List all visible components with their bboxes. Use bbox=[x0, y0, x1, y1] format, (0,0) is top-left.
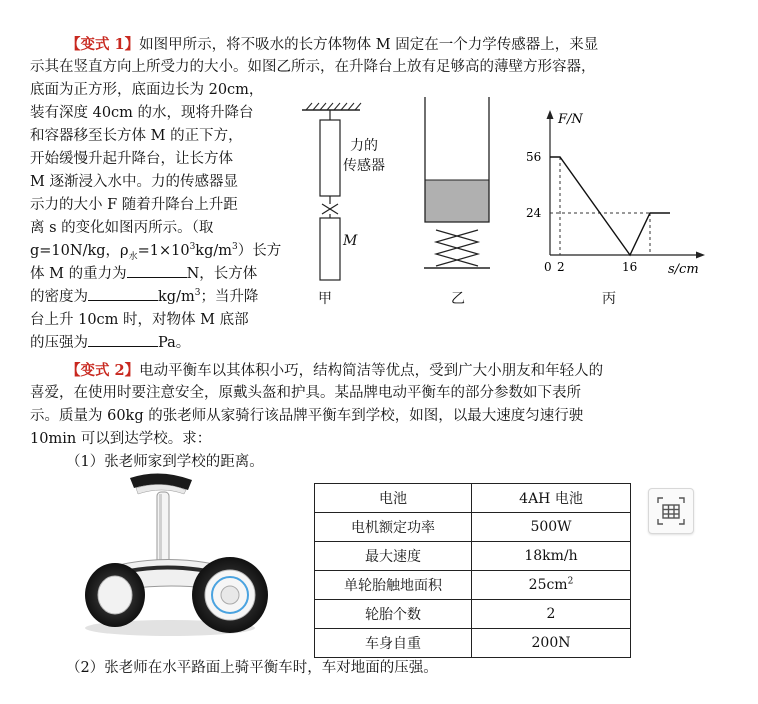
x-axis-arrow bbox=[696, 252, 705, 259]
answer-blank-density[interactable] bbox=[88, 286, 158, 301]
tick-label-24: 24 bbox=[526, 206, 542, 220]
q1-line-1: 【变式 1】如图甲所示，将不吸水的长方体物体 M 固定在一个力学传感器上，来显 bbox=[66, 36, 599, 53]
y-axis-label: F/N bbox=[558, 112, 583, 127]
table-icon[interactable] bbox=[648, 488, 694, 534]
table-row: 最大速度 18km/h bbox=[315, 542, 631, 571]
sensor-label-line2: 传感器 bbox=[343, 158, 385, 174]
q1-line-6: 开始缓慢升起升降台，让长方体 bbox=[30, 151, 233, 167]
object-m-label: M bbox=[343, 233, 358, 249]
table-grid-icon bbox=[649, 489, 693, 533]
origin-label: 0 bbox=[544, 260, 552, 274]
q2-line-2: 喜爱，在使用时要注意安全，原戴头盔和护具。某品牌电动平衡车的部分参数如下表所 bbox=[30, 385, 581, 401]
spec-table bbox=[314, 483, 631, 658]
tick-label-16: 16 bbox=[622, 260, 638, 274]
self-balancing-scooter-image bbox=[60, 470, 280, 640]
y-axis-arrow bbox=[547, 110, 554, 119]
figure-bing-chart bbox=[520, 105, 710, 280]
q1-line-12: 的密度为 $kg/m^3$；当升降 bbox=[30, 286, 258, 309]
table-row: 车身自重 200N bbox=[315, 629, 631, 658]
series-line bbox=[550, 157, 670, 255]
q2-line-3: 示。质量为 60kg 的张老师从家骑行该品牌平衡车到学校，如图，以最大速度匀速行驶 bbox=[30, 408, 584, 424]
table-row: 电机额定功率 500W bbox=[315, 513, 631, 542]
q1-line-3: 底面为正方形，底面边长为 20cm， bbox=[30, 82, 264, 98]
answer-blank-weight[interactable] bbox=[127, 263, 187, 278]
table-row: 轮胎个数 2 bbox=[315, 600, 631, 629]
q1-line-9: 离 s 的变化如图丙所示。（取 bbox=[30, 220, 214, 236]
x-axis-label: s/cm bbox=[668, 262, 699, 277]
q1-line-5: 和容器移至长方体 M 的正下方， bbox=[30, 128, 243, 144]
q1-line-14: 的压强为 Pa。 bbox=[30, 332, 190, 355]
q1-line-13: 台上升 10cm 时，对物体 M 底部 bbox=[30, 312, 249, 328]
table-row: 单轮胎触地面积 $25cm^2$ bbox=[315, 571, 631, 600]
tick-label-2: 2 bbox=[557, 260, 565, 274]
q2-sub2: （2）张老师在水平路面上骑平衡车时，车对地面的压强。 bbox=[66, 660, 438, 676]
q2-line-1: 【变式 2】电动平衡车以其体积小巧，结构简洁等优点，受到广大小朋友和年轻人的 bbox=[66, 362, 604, 379]
tick-label-56: 56 bbox=[526, 150, 542, 164]
q1-tag: 【变式 1】 bbox=[66, 36, 140, 53]
answer-blank-pressure[interactable] bbox=[88, 332, 158, 347]
sensor-label-line1: 力的 bbox=[350, 138, 378, 154]
q1-line-4: 装有深度 40cm 的水，现将升降台 bbox=[30, 105, 254, 121]
q1-line-11: 体 M 的重力为 N，长方体 bbox=[30, 263, 257, 286]
figure-jia bbox=[300, 100, 400, 305]
q2-sub1: （1）张老师家到学校的距离。 bbox=[66, 454, 264, 470]
q1-line-10: g=10N/kg，$\rho_水=1\times 10^3kg/m^3$）长方 bbox=[30, 242, 282, 262]
q1-line-2: 示其在竖直方向上所受力的大小。如图乙所示，在升降台上放有足够高的薄壁方形容器， bbox=[30, 59, 596, 75]
caption-bing: 丙 bbox=[602, 291, 616, 307]
figure-yi bbox=[410, 92, 510, 282]
water-fill bbox=[425, 180, 489, 222]
q2-line-4: 10min 可以到达学校。求： bbox=[30, 431, 212, 447]
table-row: 电池 4AH 电池 bbox=[315, 484, 631, 513]
q2-tag: 【变式 2】 bbox=[66, 362, 140, 379]
caption-yi: 乙 bbox=[451, 291, 465, 307]
caption-jia: 甲 bbox=[318, 291, 332, 307]
q1-line-7: M 逐渐浸入水中。力的传感器显 bbox=[30, 174, 238, 190]
q1-line-8: 示力的大小 F 随着升降台上升距 bbox=[30, 197, 238, 213]
